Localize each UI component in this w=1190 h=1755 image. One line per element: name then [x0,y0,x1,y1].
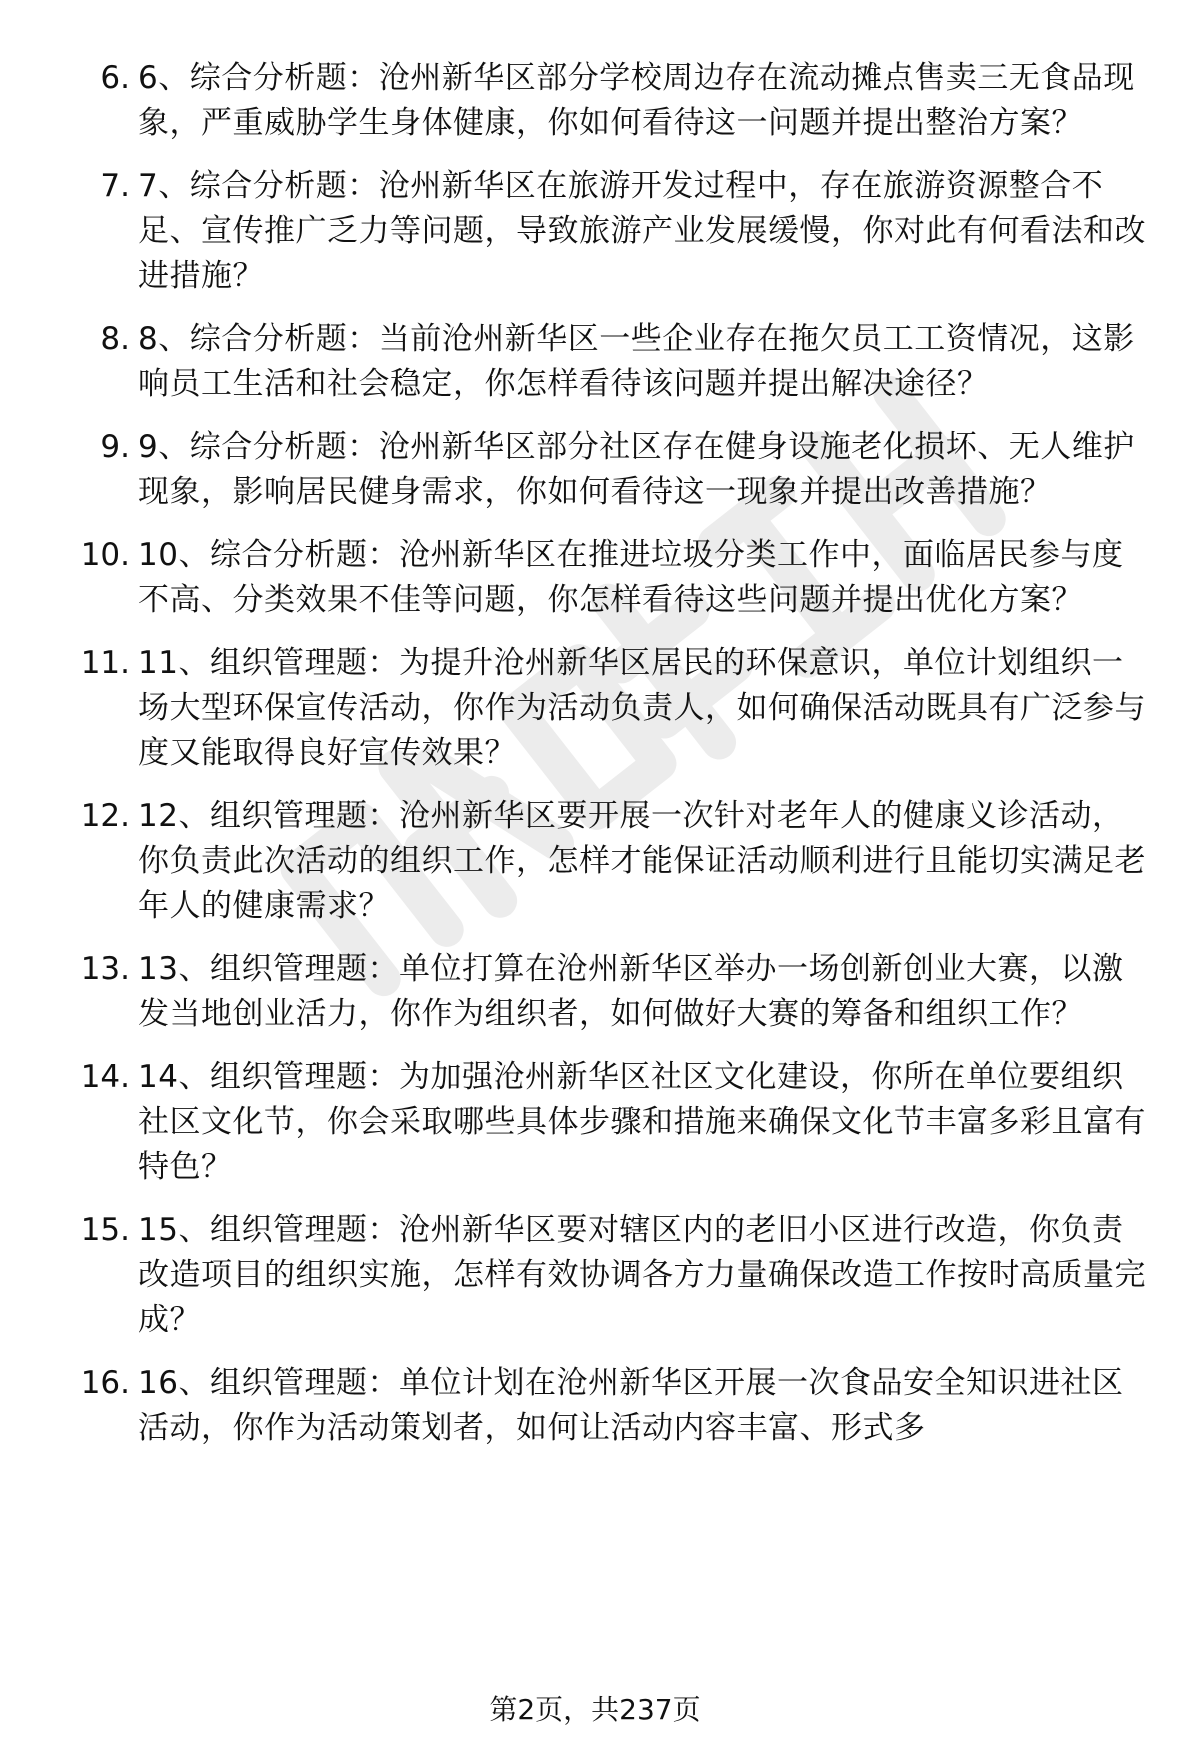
item-text: 15、组织管理题：沧州新华区要对辖区内的老旧小区进行改造，你负责改造项目的组织实施，怎样有效协调各方力量确保改造工作按时高质量完成？ [138,1212,1146,1338]
list-item [60,641,1150,776]
item-text: 10、综合分析题：沧州新华区在推进垃圾分类工作中，面临居民参与度不高、分类效果不佳等问题，你怎样看待这些问题并提出优化方案？ [138,537,1124,618]
item-number: 16. [80,1365,130,1401]
item-text: 14、组织管理题：为加强沧州新华区社区文化建设，你所在单位要组织社区文化节，你会采取哪些具体步骤和措施来确保文化节丰富多彩且富有特色？ [138,1059,1146,1185]
list-item [60,425,1150,515]
list-item [60,794,1150,929]
list-item [60,317,1150,407]
list-item [60,1361,1150,1451]
list-item [60,1208,1150,1343]
item-number: 7. [100,168,130,204]
item-number: 12. [80,798,130,834]
list-item [60,947,1150,1037]
item-number: 14. [80,1059,130,1095]
item-text: 8、综合分析题：当前沧州新华区一些企业存在拖欠员工工资情况，这影响员工生活和社会稳定，你怎样看待该问题并提出解决途径？ [138,321,1135,402]
list-item [60,56,1150,146]
item-number: 13. [80,951,130,987]
item-number: 11. [80,645,130,681]
list-item [60,1055,1150,1190]
item-text: 7、综合分析题：沧州新华区在旅游开发过程中，存在旅游资源整合不足、宣传推广乏力等问题，导致旅游产业发展缓慢，你对此有何看法和改进措施？ [138,168,1146,294]
item-text: 13、组织管理题：单位打算在沧州新华区举办一场创新创业大赛，以激发当地创业活力，你作为组织者，如何做好大赛的筹备和组织工作？ [138,951,1124,1032]
question-list [60,56,1150,1469]
item-text: 16、组织管理题：单位计划在沧州新华区开展一次食品安全知识进社区活动，你作为活动策划者，如何让活动内容丰富、形式多 [138,1365,1124,1446]
item-number: 6. [100,60,130,96]
item-text: 6、综合分析题：沧州新华区部分学校周边存在流动摊点售卖三无食品现象，严重威胁学生身体健康，你如何看待这一问题并提出整治方案？ [138,60,1135,141]
page-footer: 第2页，共237页 [489,1693,701,1726]
list-item [60,164,1150,299]
item-number: 8. [100,321,130,357]
item-number: 9. [100,429,130,465]
item-number: 10. [80,537,130,573]
item-text: 9、综合分析题：沧州新华区部分社区存在健身设施老化损坏、无人维护现象，影响居民健身需求，你如何看待这一现象并提出改善措施？ [138,429,1135,510]
item-text: 12、组织管理题：沧州新华区要开展一次针对老年人的健康义诊活动，你负责此次活动的组织工作，怎样才能保证活动顺利进行且能切实满足老年人的健康需求？ [138,798,1146,924]
list-item [60,533,1150,623]
item-number: 15. [80,1212,130,1248]
item-text: 11、组织管理题：为提升沧州新华区居民的环保意识，单位计划组织一场大型环保宣传活动，你作为活动负责人，如何确保活动既具有广泛参与度又能取得良好宣传效果？ [138,645,1146,771]
